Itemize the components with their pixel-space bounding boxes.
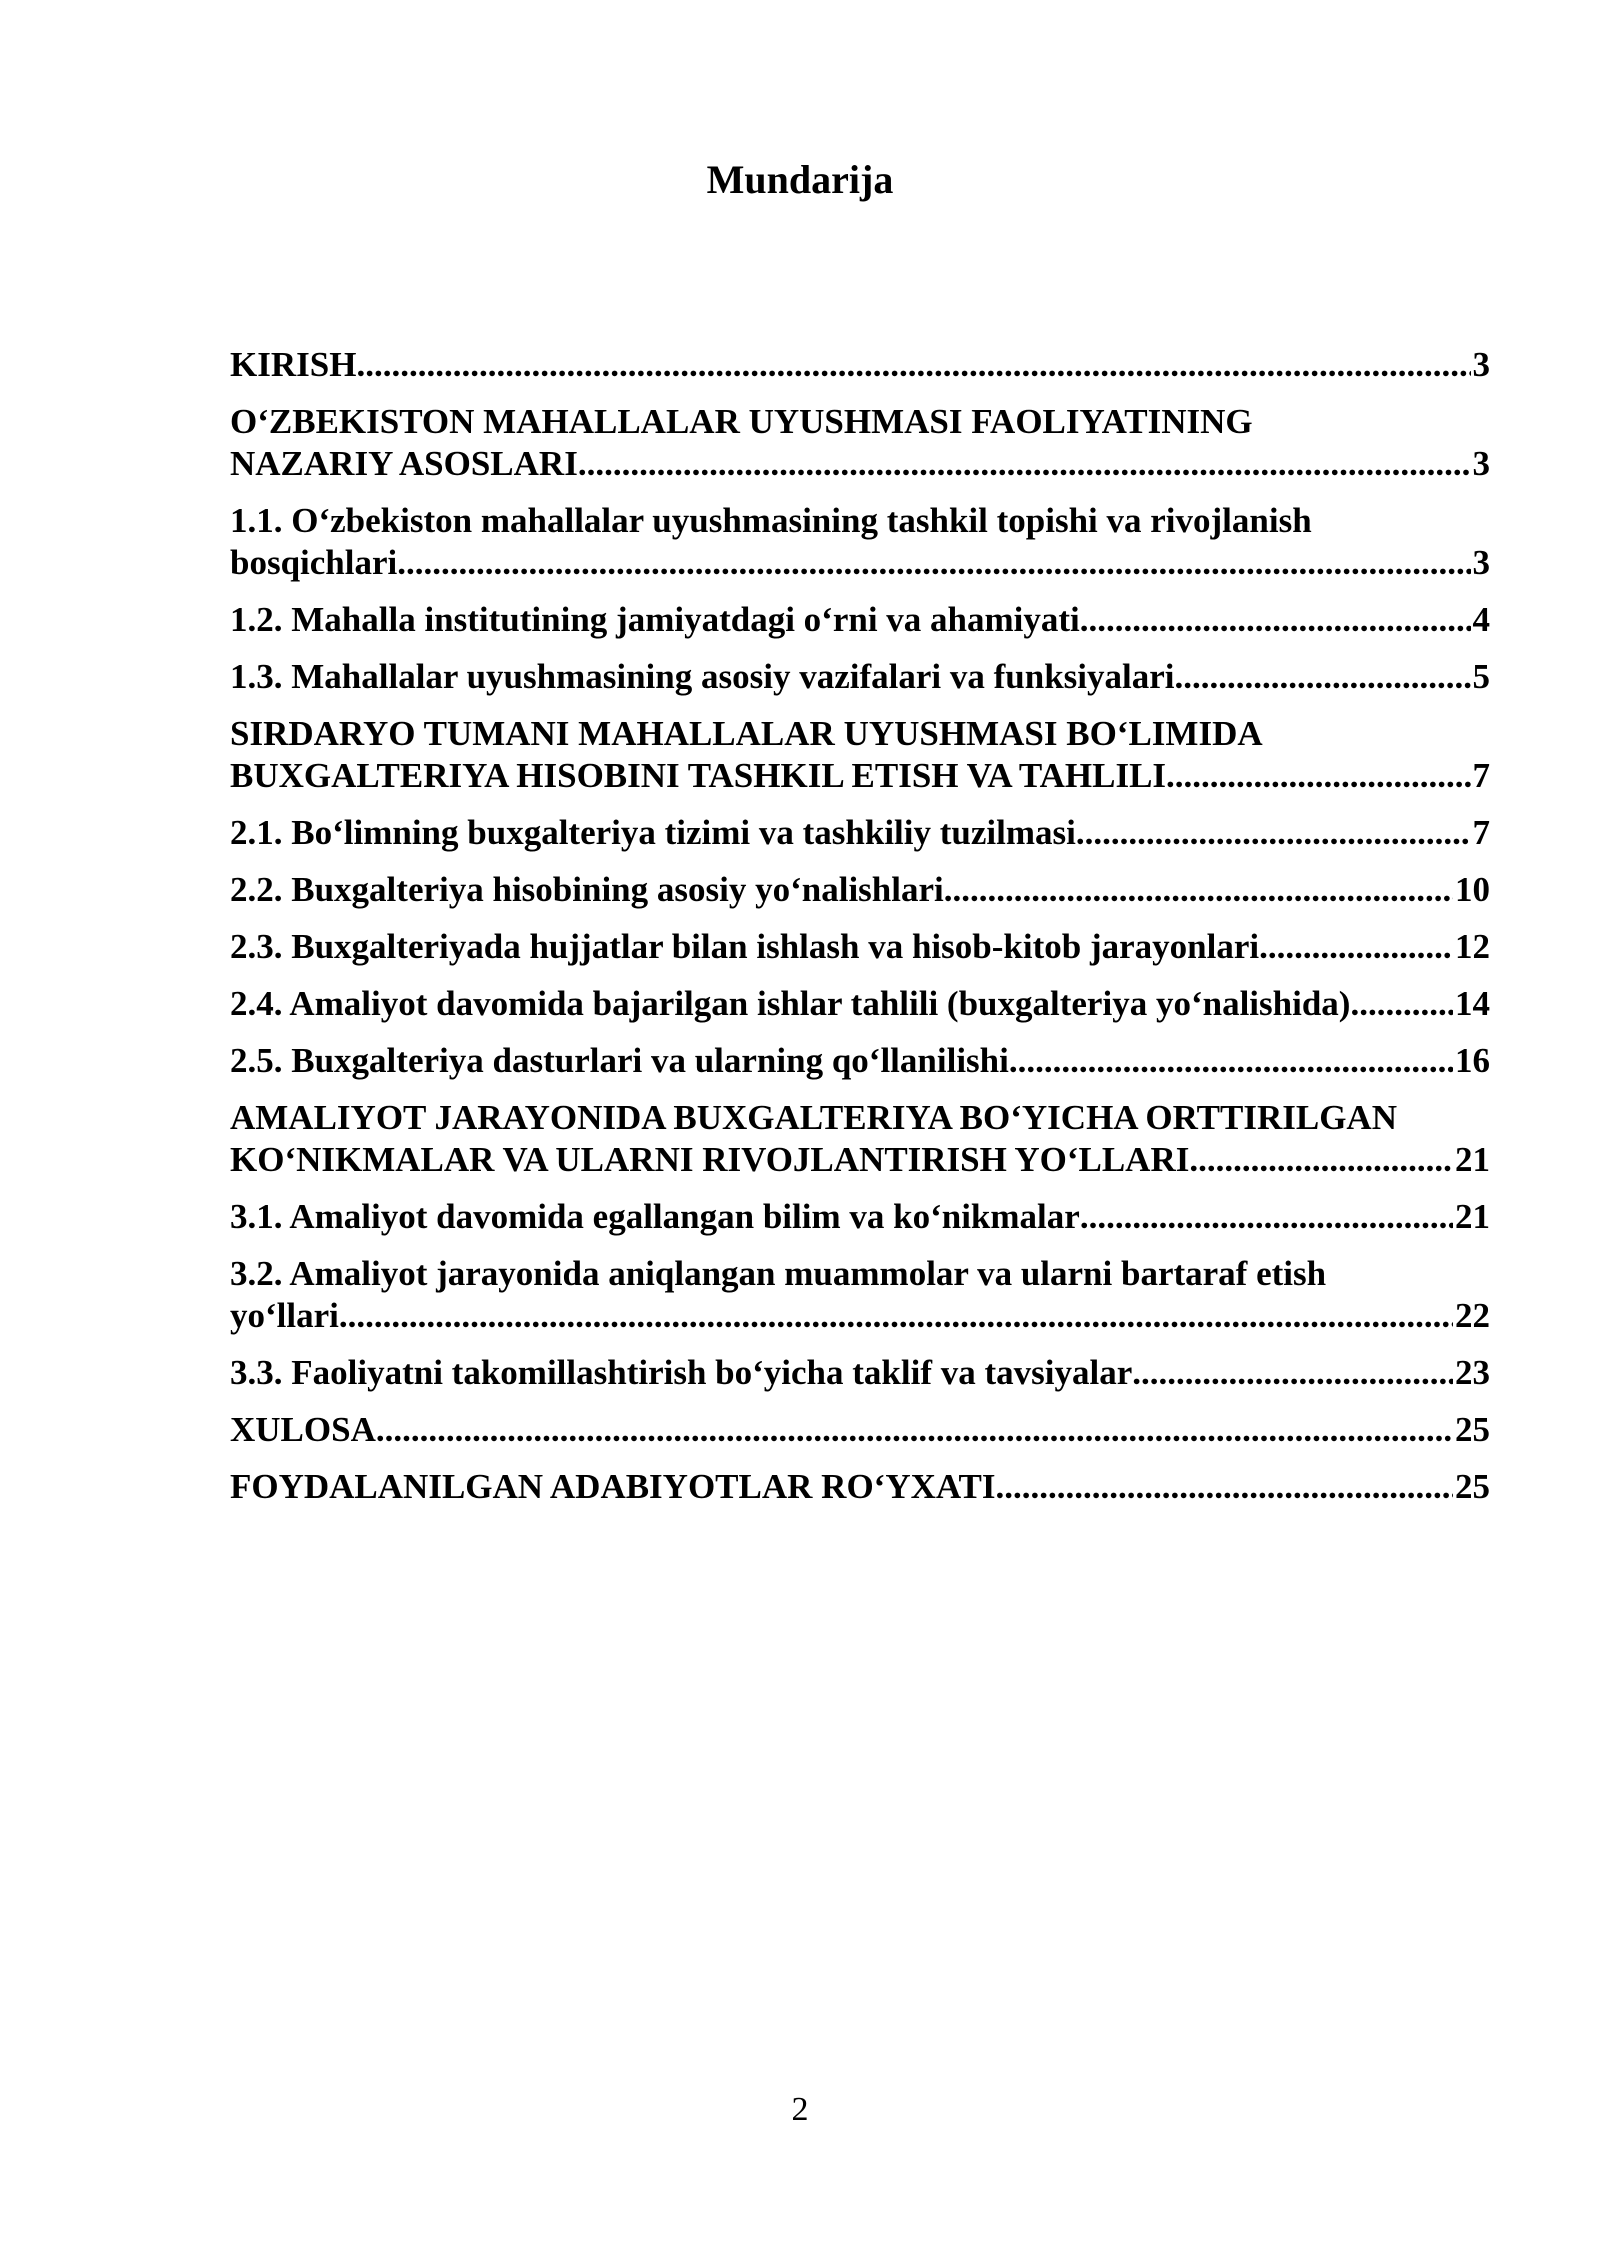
toc-page-number: 25 [1455,1410,1490,1449]
toc-entry[interactable] [230,869,1490,911]
toc-entry-title: FOYDALANILGAN ADABIYOTLAR RO‘YXATI [230,1467,996,1506]
toc-page-number: 3 [1472,444,1490,483]
toc-page-number: 7 [1472,756,1490,795]
toc-entry-title: 1.3. Mahallalar uyushmasining asosiy vazifalari va funksiyalari [230,657,1175,696]
toc-dot-leader [397,542,1470,584]
toc-entry[interactable] [230,983,1490,1025]
toc-entry-title: bosqichlari [230,543,398,582]
toc-page-number: 21 [1455,1140,1490,1179]
toc-page-number: 5 [1472,657,1490,696]
toc-entry[interactable] [230,812,1490,854]
toc-entry-line [230,1352,1490,1394]
toc-page-number: 22 [1455,1296,1490,1335]
toc-entry[interactable] [230,344,1490,386]
toc-page-number: 23 [1455,1353,1490,1392]
toc-dot-leader [1132,1352,1453,1394]
toc-entry-title: KIRISH [230,345,357,384]
toc-entry-title: 2.1. Bo‘limning buxgalteriya tizimi va tashkiliy tuzilmasi [230,813,1076,852]
toc-page-number: 25 [1455,1467,1490,1506]
toc-dot-leader [1009,1040,1453,1082]
toc-dot-leader [1175,656,1471,698]
table-of-contents [230,344,1490,1523]
toc-dot-leader [376,1409,1453,1451]
toc-entry-title: 2.2. Buxgalteriya hisobining asosiy yo‘nalishlari [230,870,944,909]
toc-entry[interactable] [230,401,1490,485]
toc-page-number: 3 [1472,345,1490,384]
toc-entry[interactable] [230,926,1490,968]
toc-entry-title: 1.2. Mahalla institutining jamiyatdagi o‘rni va ahamiyati [230,600,1080,639]
toc-entry-title-line: SIRDARYO TUMANI MAHALLALAR UYUSHMASI BO‘LIMIDA [230,714,1263,753]
toc-entry-line [230,926,1490,968]
toc-entry[interactable] [230,1040,1490,1082]
toc-entry-title: 3.1. Amaliyot davomida egallangan bilim va ko‘nikmalar [230,1197,1080,1236]
toc-page-number: 14 [1455,984,1490,1023]
page-number: 2 [791,2091,809,2128]
toc-entry-title: KO‘NIKMALAR VA ULARNI RIVOJLANTIRISH YO‘LLARI [230,1140,1190,1179]
toc-dot-leader [996,1466,1453,1508]
toc-dot-leader [1166,755,1470,797]
toc-entry-line [230,812,1490,854]
toc-dot-leader [1259,926,1453,968]
toc-entry-title: 3.3. Faoliyatni takomillashtirish bo‘yicha taklif va tavsiyalar [230,1353,1133,1392]
toc-entry-line [230,755,1490,797]
toc-entry-title: BUXGALTERIYA HISOBINI TASHKIL ETISH VA TAHLILI [230,756,1167,795]
toc-dot-leader [1080,599,1471,641]
toc-dot-leader [339,1295,1453,1337]
toc-page-number: 12 [1455,927,1490,966]
toc-page-number: 4 [1472,600,1490,639]
toc-entry-title-line: AMALIYOT JARAYONIDA BUXGALTERIYA BO‘YICHA ORTTIRILGAN [230,1098,1397,1137]
toc-entry-line [230,542,1490,584]
toc-entry-line [230,599,1490,641]
toc-dot-leader [578,443,1471,485]
toc-entry[interactable] [230,1196,1490,1238]
toc-dot-leader [944,869,1453,911]
toc-dot-leader [1350,983,1453,1025]
toc-entry[interactable] [230,1253,1490,1337]
toc-entry[interactable] [230,500,1490,584]
toc-entry-line [230,1040,1490,1082]
toc-entry-title-line: 1.1. O‘zbekiston mahallalar uyushmasining tashkil topishi va rivojlanish [230,501,1312,540]
toc-dot-leader [1076,812,1471,854]
toc-entry-title: XULOSA [230,1410,376,1449]
toc-dot-leader [1189,1139,1453,1181]
toc-dot-leader [1080,1196,1453,1238]
toc-entry-line [230,1466,1490,1508]
toc-entry[interactable] [230,713,1490,797]
toc-entry-line [230,869,1490,911]
toc-entry[interactable] [230,599,1490,641]
toc-entry[interactable] [230,1466,1490,1508]
toc-entry-title-line: O‘ZBEKISTON MAHALLALAR UYUSHMASI FAOLIYATINING [230,402,1253,441]
toc-page-number: 16 [1455,1041,1490,1080]
toc-entry-title: 2.5. Buxgalteriya dasturlari va ularning qo‘llanilishi [230,1041,1009,1080]
toc-page-number: 21 [1455,1197,1490,1236]
toc-entry-line [230,443,1490,485]
toc-entry-title: yo‘llari [230,1296,339,1335]
toc-entry-line [230,656,1490,698]
toc-entry-line [230,983,1490,1025]
toc-entry[interactable] [230,1097,1490,1181]
toc-entry-title: 2.4. Amaliyot davomida bajarilgan ishlar tahlili (buxgalteriya yo‘nalishida) [230,984,1351,1023]
toc-entry-line [230,1139,1490,1181]
toc-entry[interactable] [230,1352,1490,1394]
toc-entry-line [230,1196,1490,1238]
toc-entry[interactable] [230,1409,1490,1451]
toc-entry-title: NAZARIY ASOSLARI [230,444,578,483]
toc-entry-title: 2.3. Buxgalteriyada hujjatlar bilan ishlash va hisob-kitob jarayonlari [230,927,1260,966]
toc-page-number: 10 [1455,870,1490,909]
toc-entry-line [230,344,1490,386]
toc-page-number: 3 [1472,543,1490,582]
toc-dot-leader [356,344,1470,386]
toc-entry[interactable] [230,656,1490,698]
toc-entry-line [230,1409,1490,1451]
page-title: Mundarija [706,157,894,202]
toc-entry-title-line: 3.2. Amaliyot jarayonida aniqlangan muammolar va ularni bartaraf etish [230,1254,1327,1293]
toc-entry-line [230,1295,1490,1337]
toc-page-number: 7 [1472,813,1490,852]
